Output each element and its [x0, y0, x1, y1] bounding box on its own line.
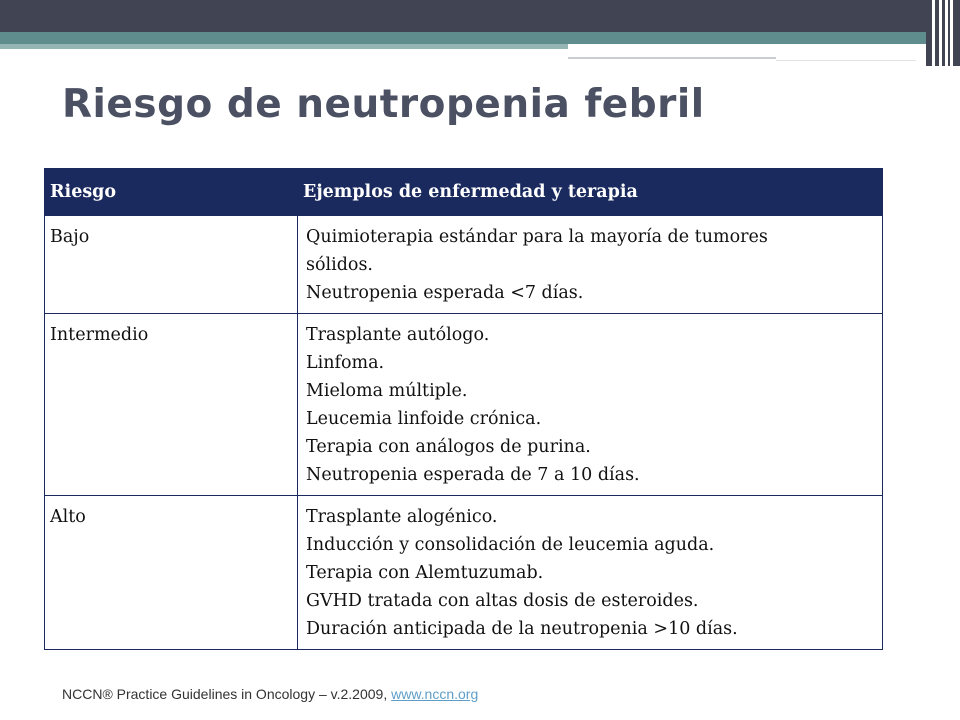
example-line: Neutropenia esperada <7 días. [306, 283, 584, 303]
column-header-risk: Riesgo [45, 169, 298, 216]
nccn-link[interactable]: www.nccn.org [391, 686, 479, 702]
table-header-row [45, 169, 883, 216]
risk-level-cell: Alto [45, 496, 298, 650]
corner-decoration [926, 0, 960, 66]
divider-line [568, 48, 888, 50]
top-banner [0, 0, 960, 32]
table-row [45, 314, 883, 496]
example-line: Terapia con Alemtuzumab. [306, 563, 544, 583]
example-line: Linfoma. [306, 353, 385, 373]
column-header-examples: Ejemplos de enfermedad y terapia [298, 169, 883, 216]
example-line: Quimioterapia estándar para la mayoría de tumores [306, 227, 768, 247]
citation-text: NCCN® Practice Guidelines in Oncology – v.2.2009, [62, 686, 392, 702]
example-line: Leucemia linfoide crónica. [306, 409, 542, 429]
risk-level-cell: Intermedio [45, 314, 298, 496]
example-line: Trasplante alogénico. [306, 507, 498, 527]
table-row [45, 496, 883, 650]
teal-stripe-light [0, 44, 568, 49]
example-line: Duración anticipada de la neutropenia >10 días. [306, 619, 738, 639]
example-line: Inducción y consolidación de leucemia aguda. [306, 535, 715, 555]
examples-cell [298, 496, 883, 650]
examples-cell [298, 216, 883, 314]
example-line: Neutropenia esperada de 7 a 10 días. [306, 465, 640, 485]
risk-level-cell: Bajo [45, 216, 298, 314]
example-line: Mieloma múltiple. [306, 381, 468, 401]
example-line: Trasplante autólogo. [306, 325, 490, 345]
divider-line [568, 57, 776, 59]
risk-table [44, 168, 883, 650]
example-line: sólidos. [306, 255, 373, 275]
teal-stripe [0, 32, 960, 44]
table-row [45, 216, 883, 314]
example-line: Terapia con análogos de purina. [306, 437, 591, 457]
divider-line [776, 60, 916, 61]
example-line: GVHD tratada con altas dosis de esteroides. [306, 591, 699, 611]
examples-cell [298, 314, 883, 496]
slide-title: Riesgo de neutropenia febril [62, 82, 705, 127]
footer-citation [62, 686, 478, 702]
